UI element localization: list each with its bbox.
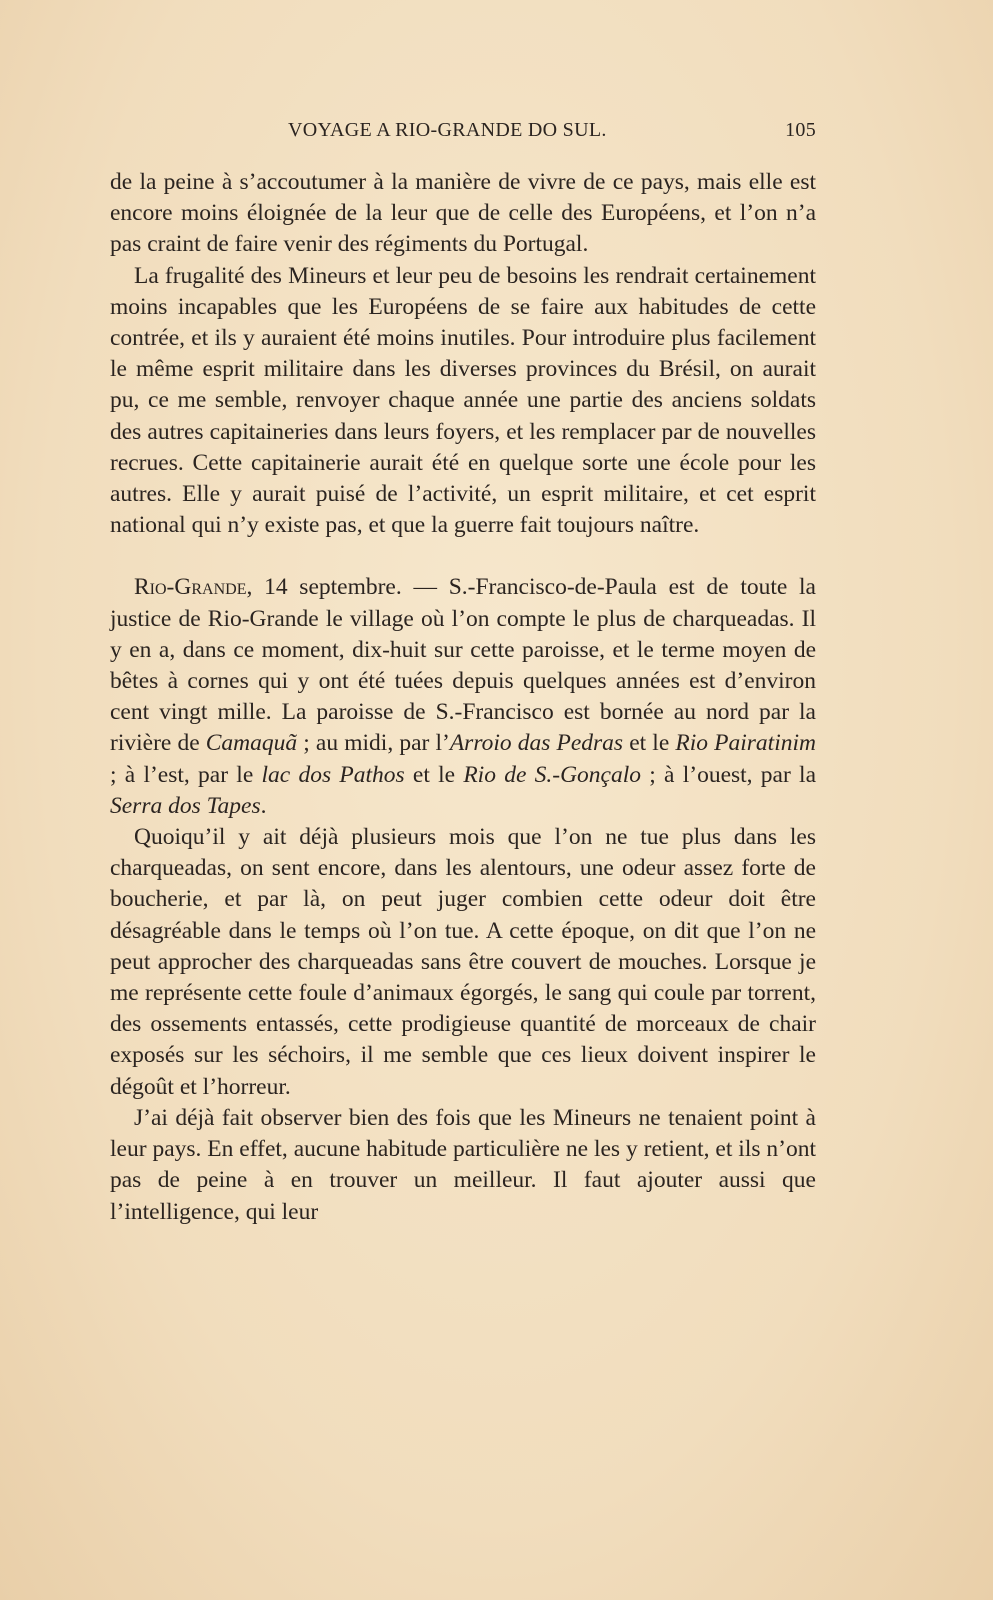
- page-number: 105: [785, 119, 816, 141]
- paragraph-rio-grande: [110, 572, 816, 822]
- paragraph-text: .: [260, 792, 267, 819]
- paragraph-text: et le: [623, 730, 676, 757]
- paragraph-frugalite: La frugalité des Mineurs et leur peu de besoins les rendrait certainement moins incapables que les Européens de se faire aux habitudes de cette contrée, et ils y auraient été moins inutiles. Pour introduire plus facilement le même esprit militaire dans les diverses provinces du Brésil, on aurait pu, ce me semble, renvoyer chaque année une partie des anciens soldats des autres capitaineries dans leurs foyers, et les remplacer par de nouvelles recrues. Cette capitainerie aurait été en quelque sorte une école pour les autres. Elle y aurait puisé de l’activité, un esprit militaire, et cet esprit national qui n’y existe pas, et que la guerre fait toujours naître.: [110, 262, 816, 539]
- paragraph-text: et le: [404, 761, 464, 788]
- paragraph-text: ; au midi, par l’: [297, 730, 450, 757]
- place-name: Camaquã: [205, 730, 298, 757]
- place-name: Arroio das Pedras: [449, 730, 624, 757]
- running-title: VOYAGE A RIO-GRANDE DO SUL.: [288, 119, 607, 141]
- paragraph-mineurs: J’ai déjà fait observer bien des fois que les Mineurs ne tenaient point à leur pays. En effet, aucune habitude particulière ne les y retient, et ils n’ont pas de peine à en trouver un meilleur. Il faut ajouter aussi que l’intelligence, qui leur: [110, 1104, 816, 1225]
- place-name: Serra dos Tapes: [110, 792, 261, 819]
- place-name: lac dos Pathos: [261, 761, 405, 788]
- place-name: Rio de S.-Gonçalo: [463, 761, 642, 788]
- paragraph-text: ; à l’est, par le: [110, 761, 262, 788]
- paragraph-text: ; à l’ouest, par la: [641, 761, 817, 788]
- place-name: Rio Pairatinim: [675, 730, 816, 757]
- paragraph-charqueadas: Quoiqu’il y ait déjà plusieurs mois que l’on ne tue plus dans les charqueadas, on sent encore, dans les alentours, une odeur assez forte de boucherie, et par là, on peut juger combien cette odeur doit être désagréable dans le temps où l’on tue. A cette époque, on dit que l’on ne peut approcher des charqueadas sans être couvert de mouches. Lorsque je me représente cette foule d’animaux égorgés, le sang qui coule par torrent, des ossements entassés, cette prodigieuse quantité de morceaux de chair exposés sur les séchoirs, il me semble que ces lieux doivent inspirer le dégoût et l’horreur.: [110, 824, 816, 1100]
- paragraph-continuation: de la peine à s’accoutumer à la manière de vivre de ce pays, mais elle est encore moins éloignée de la leur que de celle des Européens, et l’on n’a pas craint de faire venir des régiments du Portugal.: [110, 169, 816, 258]
- paragraph-text: 14 septembre. — S.-Francisco-de-Paula est de toute la justice de Rio-Grande le village où l’on compte le plus de charqueadas. Il y en a, dans ce moment, dix-huit sur cette paroisse, et le terme moyen de bêtes à cornes qui y ont été tuées depuis quelques années est d’environ cent vingt mille. La paroisse de S.-Francisco est bornée au nord par la rivière de: [110, 574, 816, 757]
- running-header: [110, 119, 816, 147]
- body-text: [110, 167, 816, 1228]
- dateline-place: Rio-Grande,: [134, 574, 253, 601]
